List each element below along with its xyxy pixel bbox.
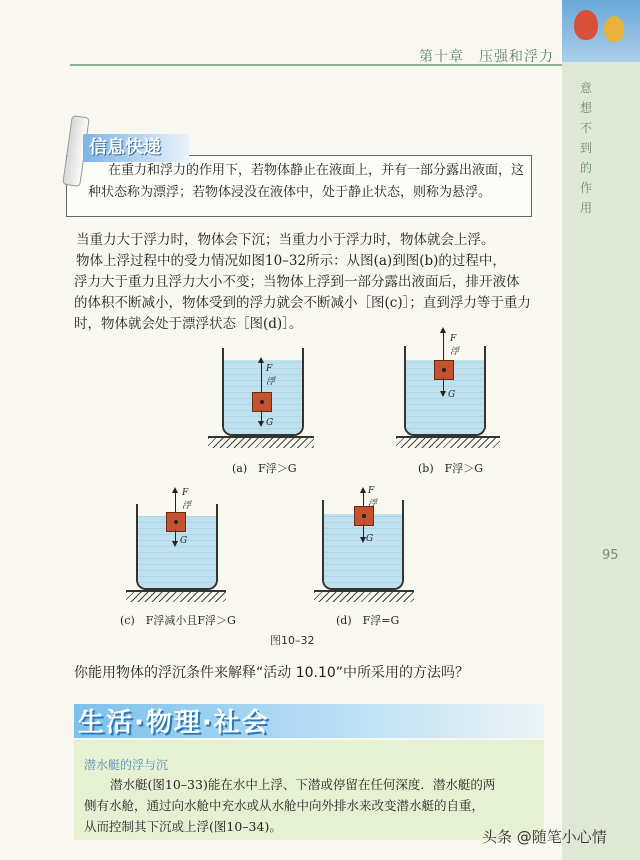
life-banner-title: 生活·物理·社会 bbox=[78, 708, 270, 738]
gravity-arrow bbox=[443, 378, 444, 392]
gravity-arrow bbox=[363, 524, 364, 538]
section-line: 潜水艇(图10–33)能在水中上浮、下潜或停留在任何深度．潜水艇的两 bbox=[110, 777, 496, 792]
info-line: 在重力和浮力的作用下，若物体静止在液面上，并有一部分露出液面，这 bbox=[108, 163, 525, 178]
block bbox=[434, 360, 454, 380]
figure-caption: (b) F浮＞G bbox=[418, 462, 484, 475]
body-line: 物体上浮过程中的受力情况如图10–32所示：从图(a)到图(b)的过程中， bbox=[76, 253, 506, 269]
body-paragraph bbox=[74, 230, 554, 335]
side-tip-char: 作 bbox=[579, 181, 592, 195]
ground bbox=[208, 436, 314, 448]
body-line: 当重力大于浮力时，物体会下沉；当重力小于浮力时，物体就会上浮。 bbox=[76, 232, 495, 248]
force-label: F浮 bbox=[368, 486, 378, 509]
ground bbox=[396, 436, 500, 448]
side-margin-strip bbox=[562, 0, 640, 860]
buoyancy-arrow bbox=[261, 362, 262, 393]
side-tip-char: 到 bbox=[579, 141, 592, 155]
block bbox=[252, 392, 272, 412]
body-line: 时，物体就会处于漂浮状态［图(d)］。 bbox=[74, 316, 303, 332]
figure-caption: (c) F浮减小且F浮＞G bbox=[120, 614, 236, 627]
gravity-label: G bbox=[180, 536, 188, 546]
figure-title: 图10–32 bbox=[270, 634, 315, 647]
body-line: 的体积不断减小，物体受到的浮力就会不断减小［图(c)］；直到浮力等于重力 bbox=[74, 295, 531, 311]
balloon-icon bbox=[604, 16, 624, 42]
gravity-label: G bbox=[266, 418, 274, 428]
watermark: 头条 @随笔小心情 bbox=[482, 828, 607, 846]
chapter-title: 第十章 压强和浮力 bbox=[419, 49, 554, 65]
side-tip-char: 不 bbox=[579, 121, 592, 135]
gravity-label: G bbox=[448, 390, 456, 400]
side-tip-char: 用 bbox=[579, 201, 592, 215]
info-title: 信息快递 bbox=[83, 134, 189, 162]
buoyancy-arrow bbox=[443, 332, 444, 361]
info-text bbox=[88, 160, 524, 204]
ground bbox=[126, 590, 226, 602]
block bbox=[354, 506, 374, 526]
gravity-label: G bbox=[366, 534, 374, 544]
section-text bbox=[84, 774, 536, 837]
gravity-arrow bbox=[261, 410, 262, 422]
force-label: F浮 bbox=[450, 334, 460, 357]
block bbox=[166, 512, 186, 532]
side-tip-char: 想 bbox=[579, 101, 592, 115]
gravity-arrow bbox=[175, 530, 176, 542]
force-label: F浮 bbox=[266, 364, 276, 387]
ground bbox=[314, 590, 414, 602]
force-label: F浮 bbox=[182, 488, 192, 511]
side-tip-char: 的 bbox=[579, 161, 592, 175]
section-line: 从而控制其下沉或上浮(图10–34)。 bbox=[84, 819, 282, 834]
side-tip-char: 意 bbox=[579, 81, 592, 95]
figure-caption: (d) F浮=G bbox=[336, 614, 400, 627]
page-number: 95 bbox=[602, 548, 619, 563]
figure-caption: (a) F浮＞G bbox=[232, 462, 297, 475]
buoyancy-arrow bbox=[363, 492, 364, 506]
section-line: 侧有水舱，通过向水舱中充水或从水舱中向外排水来改变潜水艇的自重， bbox=[84, 798, 485, 813]
body-line: 浮力大于重力且浮力大小不变；当物体上浮到一部分露出液面后，排开液体 bbox=[74, 274, 520, 290]
balloon-icon bbox=[574, 10, 598, 40]
section-subtitle: 潜水艇的浮与沉 bbox=[84, 758, 169, 772]
question-text: 你能用物体的浮沉条件来解释“活动 10.10”中所采用的方法吗？ bbox=[74, 665, 470, 681]
side-tip bbox=[576, 78, 596, 218]
info-line: 种状态称为漂浮；若物体浸没在液体中，处于静止状态，则称为悬浮。 bbox=[88, 185, 492, 200]
buoyancy-arrow bbox=[175, 492, 176, 512]
balloon-illustration bbox=[562, 0, 640, 62]
